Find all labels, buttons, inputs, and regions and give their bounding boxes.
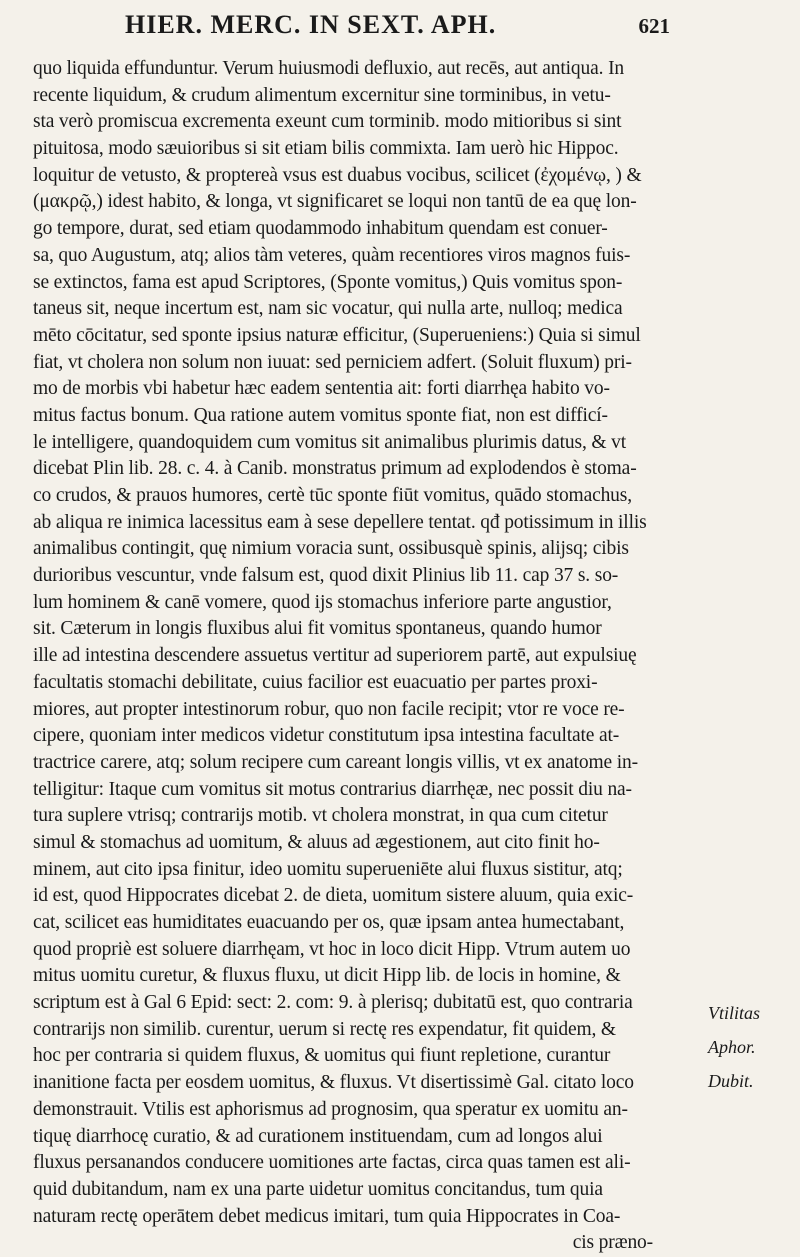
text-line: minem, aut cito ipsa finitur, ideo uomitu superueniēte alui fluxus sistitur, atq; <box>33 858 623 880</box>
margin-note: Aphor. <box>708 1037 756 1057</box>
margin-note: Vtilitas <box>708 1003 761 1023</box>
text-line: taneus sit, neque incertum est, nam sic vocatur, qui nulla arte, nulloq; medica <box>33 298 623 320</box>
text-line: pituitosa, modo sæuioribus si sit etiam bilis commixta. Iam uerò hic Hippoc. <box>33 138 619 160</box>
page-number: 621 <box>638 14 670 38</box>
text-line: mitus factus bonum. Qua ratione autem vomitus sponte fiat, non est difficí- <box>33 404 608 426</box>
text-line: telligitur: Itaque cum vomitus sit motus contrarius diarrhęæ, nec possit diu na- <box>33 778 632 800</box>
text-line: demonstrauit. Vtilis est aphorismus ad prognosim, qua speratur ex uomitu an- <box>33 1098 628 1120</box>
text-line: fiat, vt cholera non solum non iuuat: sed perniciem adfert. (Soluit fluxum) pri- <box>33 351 632 373</box>
text-line: naturam rectę operātem debet medicus imitari, tum quia Hippocrates in Coa- <box>33 1205 621 1227</box>
running-head: HIER. MERC. IN SEXT. APH. <box>125 10 497 39</box>
text-line: sa, quo Augustum, atq; alios tàm veteres, quàm recentiores viros magnos fuis- <box>33 244 631 266</box>
text-line: inanitione facta per eosdem uomitus, & fluxus. Vt disertissimè Gal. citato loco <box>33 1072 634 1094</box>
text-line: mitus uomitu curetur, & fluxus fluxu, ut dicit Hipp lib. de locis in homine, & <box>33 965 621 987</box>
text-line: ille ad intestina descendere assuetus vertitur ad superiorem partē, aut expulsiuę <box>33 645 637 667</box>
page-header <box>125 10 670 44</box>
text-line: sta verò promiscua excrementa exeunt cum torminib. modo mitioribus si sint <box>33 111 622 133</box>
margin-notes <box>708 1002 793 1104</box>
text-line: mēto cōcitatur, sed sponte ipsius naturæ efficitur, (Superueniens:) Quia si simul <box>33 324 641 346</box>
text-line: tura suplere vtrisq; contrarijs motib. vt cholera monstrat, in qua cum citetur <box>33 805 608 827</box>
text-line: hoc per contraria si quidem fluxus, & uomitus qui fiunt repletione, curantur <box>33 1045 611 1067</box>
text-line: recente liquidum, & crudum alimentum excernitur sine torminibus, in vetu- <box>33 84 611 106</box>
text-line: (μακρῷ,) idest habito, & longa, vt significaret se loqui non tantū de ea quę lon- <box>33 191 637 213</box>
text-line: se extinctos, fama est apud Scriptores, (Sponte vomitus,) Quis vomitus spon- <box>33 271 623 293</box>
text-line: fluxus persanandos conducere uomitiones arte factas, circa quas tamen est ali- <box>33 1152 631 1174</box>
text-line: id est, quod Hippocrates dicebat 2. de dieta, uomitum sistere aluum, quia exic- <box>33 885 634 907</box>
text-line: animalibus contingit, quę nimium voracia sunt, ossibusquè spinis, alijsq; cibis <box>33 538 629 560</box>
text-line: lum hominem & canē vomere, quod ijs stomachus inferiore parte angustior, <box>33 591 612 613</box>
text-line: tractrice carere, atq; solum recipere cum careant longis villis, vt ex anatome in- <box>33 751 638 773</box>
text-line: sit. Cæterum in longis fluxibus alui fit vomitus spontaneus, quando humor <box>33 618 602 640</box>
text-line: quod propriè est soluere diarrhęam, vt hoc in loco dicit Hipp. Vtrum autem uo <box>33 938 631 960</box>
text-line: tiquę diarrhocę curatio, & ad curationem instituendam, cum ad longos alui <box>33 1125 603 1147</box>
text-line: le intelligere, quandoquidem cum vomitus sit animalibus plurimis datus, & vt <box>33 431 627 453</box>
text-line: miores, aut propter intestinorum robur, quo non facile recipit; vtor re voce re- <box>33 698 625 720</box>
text-line: cat, scilicet eas humiditates euacuando per os, quæ ipsam antea humectabant, <box>33 912 625 933</box>
text-line: loquitur de vetusto, & proptereà vsus est duabus vocibus, scilicet (ἐχομένῳ, ) & <box>33 164 642 186</box>
text-line: dicebat Plin lib. 28. c. 4. à Canib. monstratus primum ad explodendos è stoma- <box>33 458 637 480</box>
text-line: cis præno- <box>572 1232 653 1254</box>
text-line: cipere, quoniam inter medicos videtur constitutum ipsa intestina facultate at- <box>33 725 620 747</box>
text-line: facultatis stomachi debilitate, cuius facilior est euacuatio per partes proxi- <box>33 671 598 693</box>
text-line: contrarijs non similib. curentur, uerum si rectę res expendatur, fit quidem, & <box>33 1018 616 1040</box>
margin-note: Dubit. <box>708 1071 754 1091</box>
text-line: go tempore, durat, sed etiam quodammodo inhabitum quendam est conuer- <box>33 218 608 240</box>
text-line: mo de morbis vbi habetur hæc eadem sententia ait: forti diarrhęa habito vo- <box>33 378 610 400</box>
text-line: quo liquida effunduntur. Verum huiusmodi defluxio, aut recēs, aut antiqua. In <box>33 58 625 79</box>
body-text <box>33 56 678 1257</box>
text-line: scriptum est à Gal 6 Epid: sect: 2. com: 9. à plerisq; dubitatū est, quo contraria <box>33 992 633 1014</box>
text-line: quid dubitandum, nam ex una parte uidetur uomitus concitandus, tum quia <box>33 1178 603 1200</box>
text-line: durioribus vescuntur, vnde falsum est, quod dixit Plinius lib 11. cap 37 s. so- <box>33 565 619 587</box>
text-line: co crudos, & prauos humores, certè tūc sponte fiūt vomitus, quādo stomachus, <box>33 485 632 506</box>
text-line: ab aliqua re inimica lacessitus eam à sese depellere tentat. qđ potissimum in illis <box>33 511 647 533</box>
text-line: simul & stomachus ad uomitum, & aluus ad ægestionem, aut cito finit ho- <box>33 831 600 853</box>
